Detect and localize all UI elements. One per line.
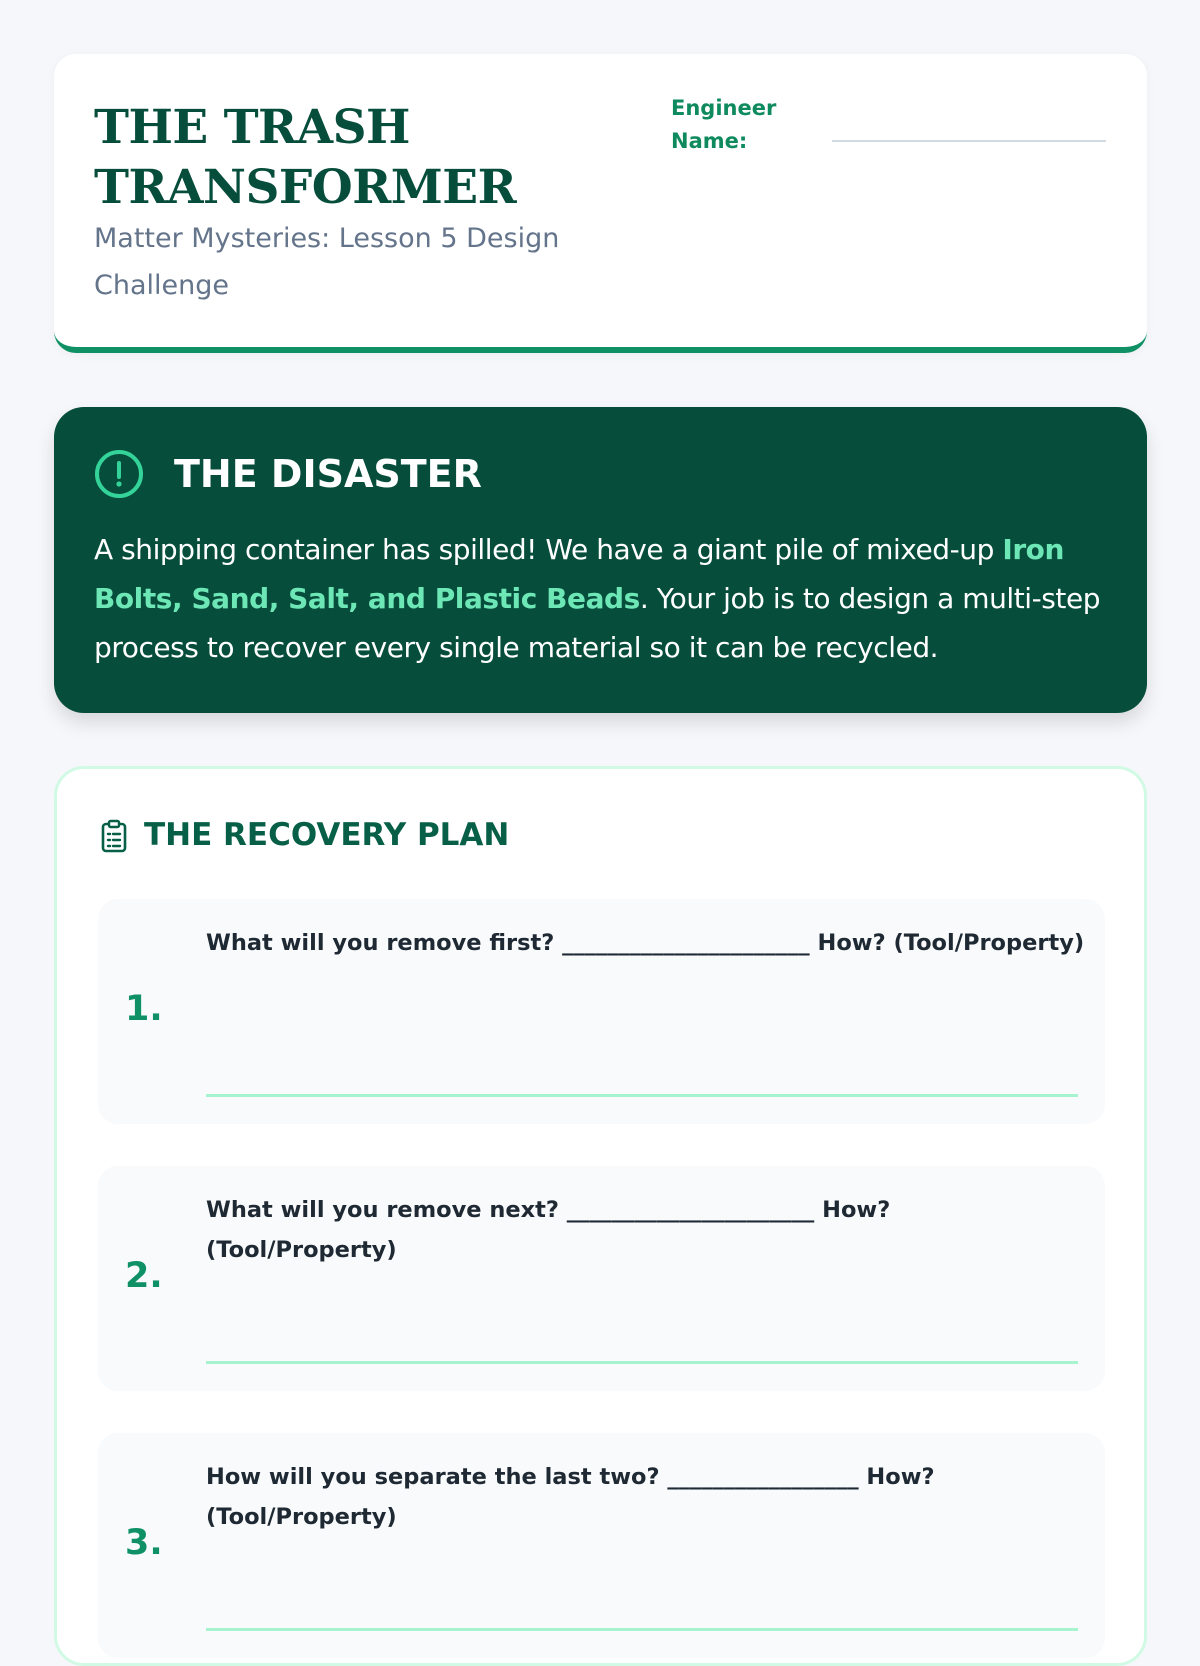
step-card-3 — [98, 1433, 1105, 1658]
recovery-plan-card — [54, 766, 1147, 1666]
engineer-name-label: Engineer Name: — [671, 96, 777, 153]
step-card-1 — [98, 899, 1105, 1124]
step-answer-field[interactable] — [206, 1361, 1078, 1364]
step-card-2 — [98, 1166, 1105, 1391]
step-question: How will you separate the last two? _________________ How? (Tool/Property) — [206, 1464, 935, 1530]
page-title: THE TRASH TRANSFORMER — [94, 100, 517, 215]
header-card — [54, 54, 1147, 353]
step-answer-field[interactable] — [206, 1094, 1078, 1097]
recovery-plan-title: THE RECOVERY PLAN — [144, 817, 510, 853]
step-answer-field[interactable] — [206, 1628, 1078, 1631]
step-number: 1. — [125, 989, 163, 1029]
step-question: What will you remove first? ______________________ How? (Tool/Property) — [206, 930, 1085, 956]
disaster-description — [94, 525, 1114, 672]
engineer-name-field[interactable] — [832, 140, 1106, 142]
page-subtitle: Matter Mysteries: Lesson 5 Design Challenge — [94, 223, 560, 301]
disaster-title: THE DISASTER — [174, 452, 482, 496]
disaster-text-after: . Your job is to design a multi-step process to recover every single material so it can be recycled. — [94, 582, 1101, 664]
disaster-card — [54, 407, 1147, 713]
clipboard-icon — [100, 819, 128, 853]
alert-circle-icon — [94, 449, 144, 499]
step-number: 3. — [125, 1523, 163, 1563]
step-question: What will you remove next? ______________________ How? (Tool/Property) — [206, 1197, 891, 1263]
disaster-text-before: A shipping container has spilled! We have a giant pile of mixed-up — [94, 533, 1003, 566]
step-number: 2. — [125, 1256, 163, 1296]
materials-highlight: Iron Bolts, Sand, Salt, and Plastic Beads — [94, 533, 1064, 615]
